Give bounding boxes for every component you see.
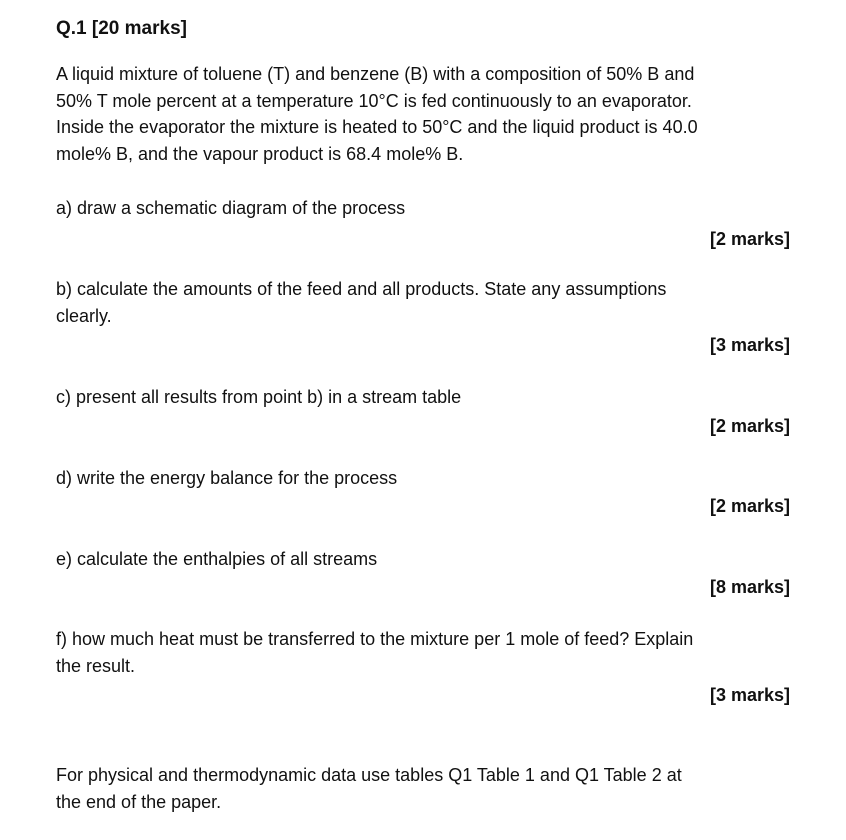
part-line: d) write the energy balance for the process [56, 468, 398, 488]
part-a-text [56, 195, 405, 222]
part-line: e) calculate the enthalpies of all streams [56, 549, 378, 569]
part-line: c) present all results from point b) in a stream table [56, 387, 462, 407]
part-d-marks: [2 marks] [709, 496, 790, 516]
intro-line: A liquid mixture of toluene (T) and benzene (B) with a composition of 50% B and [56, 64, 695, 84]
note-line: the end of the paper. [56, 791, 222, 812]
part-e-text [56, 546, 377, 573]
question-intro [56, 61, 698, 167]
part-f-marks: [3 marks] [709, 685, 790, 705]
data-tables-note [56, 762, 682, 815]
intro-line: Inside the evaporator the mixture is heated to 50°C and the liquid product is 40.0 [56, 117, 698, 137]
part-d-text [56, 465, 397, 492]
part-line: clearly. [56, 305, 112, 326]
part-line: b) calculate the amounts of the feed and all products. State any assumptions [56, 279, 667, 299]
intro-line: mole% B, and the vapour product is 68.4 mole% B. [56, 143, 464, 164]
intro-line: 50% T mole percent at a temperature 10°C is fed continuously to an evaporator. [56, 90, 692, 111]
part-b-marks: [3 marks] [709, 335, 790, 355]
part-f-text [56, 626, 693, 679]
note-line: For physical and thermodynamic data use tables Q1 Table 1 and Q1 Table 2 at [56, 765, 682, 785]
part-line: a) draw a schematic diagram of the process [56, 198, 406, 218]
part-line: f) how much heat must be transferred to the mixture per 1 mole of feed? Explain [56, 629, 694, 649]
part-b-text [56, 276, 666, 329]
part-e-marks: [8 marks] [709, 577, 790, 597]
part-c-marks: [2 marks] [709, 416, 790, 436]
part-c-text [56, 384, 461, 411]
question-title: Q.1 [20 marks] [56, 18, 187, 39]
part-a-marks: [2 marks] [709, 229, 790, 249]
part-line: the result. [56, 655, 136, 676]
